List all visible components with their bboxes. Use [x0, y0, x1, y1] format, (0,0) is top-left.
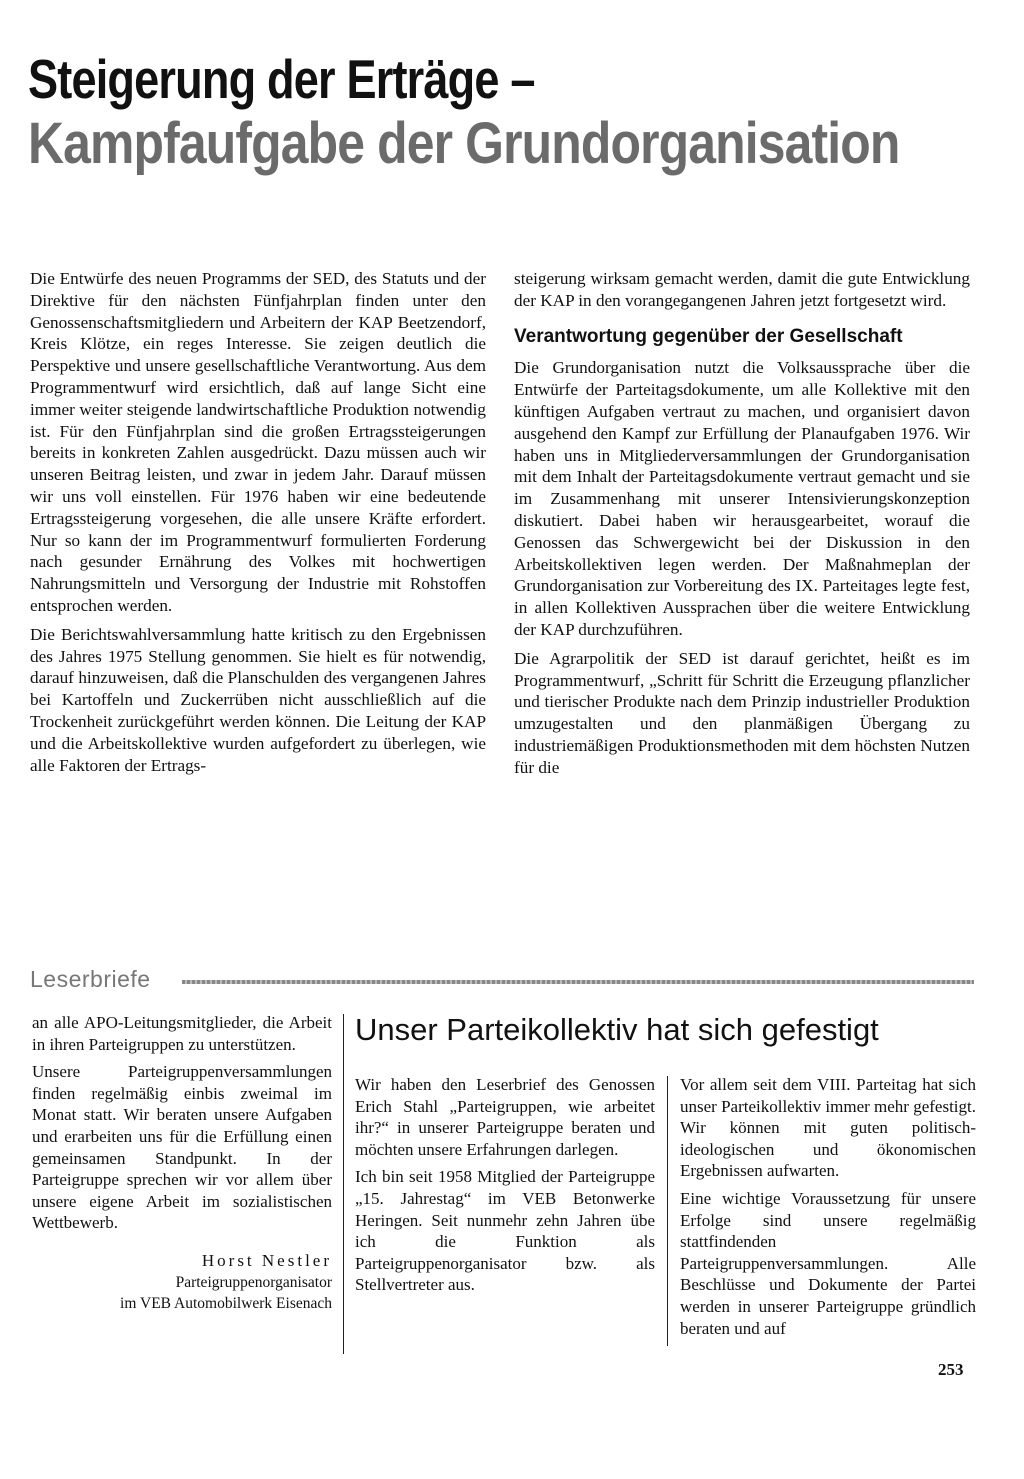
section-divider — [182, 980, 974, 984]
article-right-column — [514, 268, 970, 786]
column-divider — [667, 1076, 668, 1346]
leserbriefe-section-header — [30, 966, 974, 992]
signature-role: Parteigruppenorganisator — [175, 1273, 332, 1291]
paragraph: Die Agrarpolitik der SED ist darauf gerichtet, heißt es im Programmentwurf, „Schritt für Schritt die Erzeugung pflanzlicher und tierischer Produkte nach dem Prinzip industrieller Produktion umzugestalten und den planmäßigen Übergang zu industriemäßigen Produktionsmethoden mit dem höchsten Nutzen für die — [514, 648, 970, 777]
paragraph: steigerung wirksam gemacht werden, damit die gute Entwicklung der KAP in den vorangegangenen Jahren jetzt fortgesetzt wird. — [514, 269, 970, 310]
signature-organization: im VEB Automobilwerk Eisenach — [120, 1294, 332, 1312]
paragraph: Wir haben den Leserbrief des Genossen Erich Stahl „Parteigruppen, wie arbeitet ihr?“ in unserer Parteigruppe beraten und möchten unsere Erfahrungen darlegen. — [355, 1075, 655, 1159]
paragraph: an alle APO-Leitungsmitglieder, die Arbeit in ihren Parteigruppen zu unterstützen. — [32, 1013, 332, 1054]
paragraph: Vor allem seit dem VIII. Parteitag hat sich unser Parteikollektiv immer mehr gefestigt. Wir können mit guten politisch-ideologischen und ökonomischen Ergebnissen aufwarten. — [680, 1075, 977, 1181]
article-title: Unser Parteikollektiv hat sich gefestigt — [355, 1012, 879, 1047]
paragraph: Die Entwürfe des neuen Programms der SED, des Statuts und der Direktive für den nächsten Fünfjahrplan finden unter den Genossenschaftsmitgliedern und Arbeitern der KAP Beetzendorf, Kreis Klötze, ein reges Interesse. Sie zeigen deutlich die Perspektive und unsere gesellschaftliche Verantwortung. Aus dem Programmentwurf wird ersichtlich, daß auf lange Sicht eine immer weiter steigende landwirtschaftliche Produktion notwendig ist. Für den Fünfjahrplan sind die großen Ertragssteigerungen bereits in konkreten Zahlen ausgedrückt. Dazu müssen auch wir unseren Beitrag leisten, und zwar in jedem Jahr. Darauf müssen wir uns voll einstellen. Für 1976 haben wir eine bedeutende Ertragssteigerung vorgesehen, die alle unsere Kräfte erfordert. Nur so kann der im Programmentwurf formulierten Forderung nach gesunder Ernährung des Volkes mit hochwertigen Nahrungsmitteln und Versorgung der Industrie mit Rohstoffen entsprochen werden. — [30, 269, 486, 615]
paragraph: Die Berichtswahlversammlung hatte kritisch zu den Ergebnissen des Jahres 1975 Stellung genommen. Sie hielt es für notwendig, darauf hinzuweisen, daß die Planschulden des vergangenen Jahres bei Kartoffeln und Zuckerrüben nicht ausschließlich auf die Trockenheit zurückgeführt werden können. Die Leitung der KAP und die Arbeitskollektive wurden aufgefordert zu überlegen, wie alle Faktoren der Ertrags- — [30, 624, 486, 775]
column-divider — [343, 1014, 344, 1354]
paragraph: Unsere Parteigruppenversammlungen finden regelmäßig einbis zweimal im Monat statt. Wir beraten unsere Aufgaben und erarbeiten uns für die Erfüllung einen gemeinsamen Standpunkt. In der Parteigruppe sprechen wir vor allem über unsere eigene Arbeit im sozialistischen Wettbewerb. — [32, 1062, 332, 1233]
article2-column-1 — [355, 1074, 655, 1302]
paragraph: Ich bin seit 1958 Mitglied der Parteigruppe „15. Jahrestag“ im VEB Betonwerke Heringen. Seit nunmehr zehn Jahren übe ich die Funktion als Parteigruppenorganisator bzw. als Stellvertreter aus. — [355, 1167, 655, 1295]
paragraph: Eine wichtige Voraussetzung für unsere Erfolge sind unsere regelmäßig stattfindenden Parteigruppenversammlungen. Alle Beschlüsse und Dokumente der Partei werden in unserer Parteigruppe gründlich beraten und auf — [680, 1188, 976, 1338]
signature-name: Horst Nestler — [201, 1250, 332, 1270]
article2-column-2 — [680, 1074, 976, 1345]
letter-column — [32, 1012, 332, 1314]
paragraph: Die Grundorganisation nutzt die Volksaussprache über die Entwürfe der Parteitagsdokumente, um alle Kollektive mit den künftigen Aufgaben vertraut zu machen, und organisiert davon ausgehend den Kampf zur Erfüllung der Planaufgaben 1976. Wir haben uns in Mitgliederversammlungen der Grundorganisation mit dem Inhalt der Parteitagsdokumente vertraut gemacht und sie im Zusammenhang mit unserer Intensivierungskonzeption diskutiert. Dabei haben wir herausgearbeitet, worauf die Genossen das Schwergewicht bei der Diskussion in den Arbeitskollektiven legen werden. Der Maßnahmeplan der Grundorganisation zur Vorbereitung des IX. Parteitages legte fest, in allen Kollektiven Aussprachen über die weitere Entwicklung der KAP durchzuführen. — [514, 358, 970, 639]
section-label: Leserbriefe — [30, 966, 151, 992]
headline-line-1: Steigerung der Erträge – — [28, 48, 535, 110]
headline-line-2: Kampfaufgabe der Grundorganisation — [28, 111, 900, 176]
headline — [28, 48, 978, 176]
page-number: 253 — [938, 1360, 964, 1379]
article-left-column — [30, 268, 486, 783]
section-subheading: Verantwortung gegenüber der Gesellschaft — [514, 325, 903, 347]
